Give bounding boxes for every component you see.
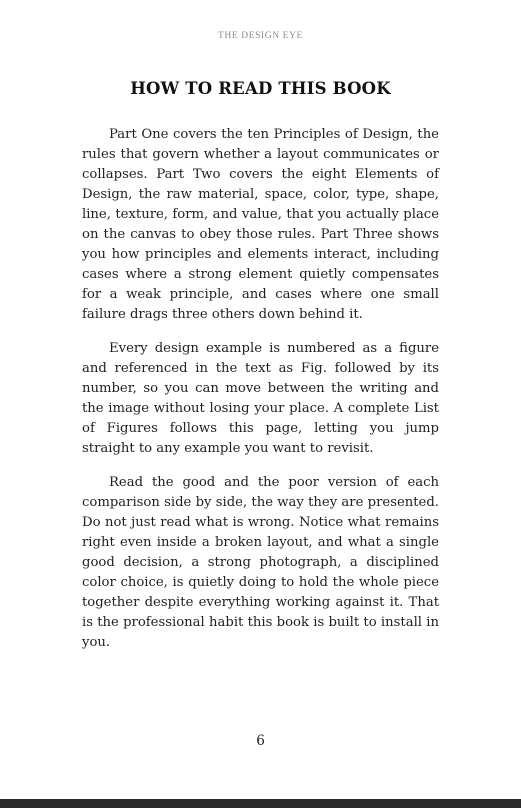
body-text — [82, 125, 439, 667]
chapter-title: HOW TO READ THIS BOOK — [130, 79, 391, 98]
running-head: THE DESIGN EYE — [218, 31, 303, 41]
page-number: 6 — [256, 733, 265, 749]
paragraph: Every design example is numbered as a figure and referenced in the text as Fig. followed by its number, so you can move between the writing and the image without losing your place. A complete List of Figures follows this page, letting you jump straight to any example you want to revisit. — [82, 341, 439, 456]
paragraph: Read the good and the poor version of each comparison side by side, the way they are presented. Do not just read what is wrong. Notice what remains right even inside a broken layout, and what a single good decision, a strong photograph, a disciplined color choice, is quietly doing to hold the whole piece together despite everything working against it. That is the professional habit this book is built to install in you. — [82, 475, 439, 650]
paragraph: Part One covers the ten Principles of Design, the rules that govern whether a layout communicates or collapses. Part Two covers the eight Elements of Design, the raw material, space, color, type, shape, line, texture, form, and value, that you actually place on the canvas to obey those rules. Part Three shows you how principles and elements interact, including cases where a strong element quietly compensates for a weak principle, and cases where one small failure drags three others down behind it. — [82, 127, 439, 322]
bottom-bar — [0, 799, 521, 808]
